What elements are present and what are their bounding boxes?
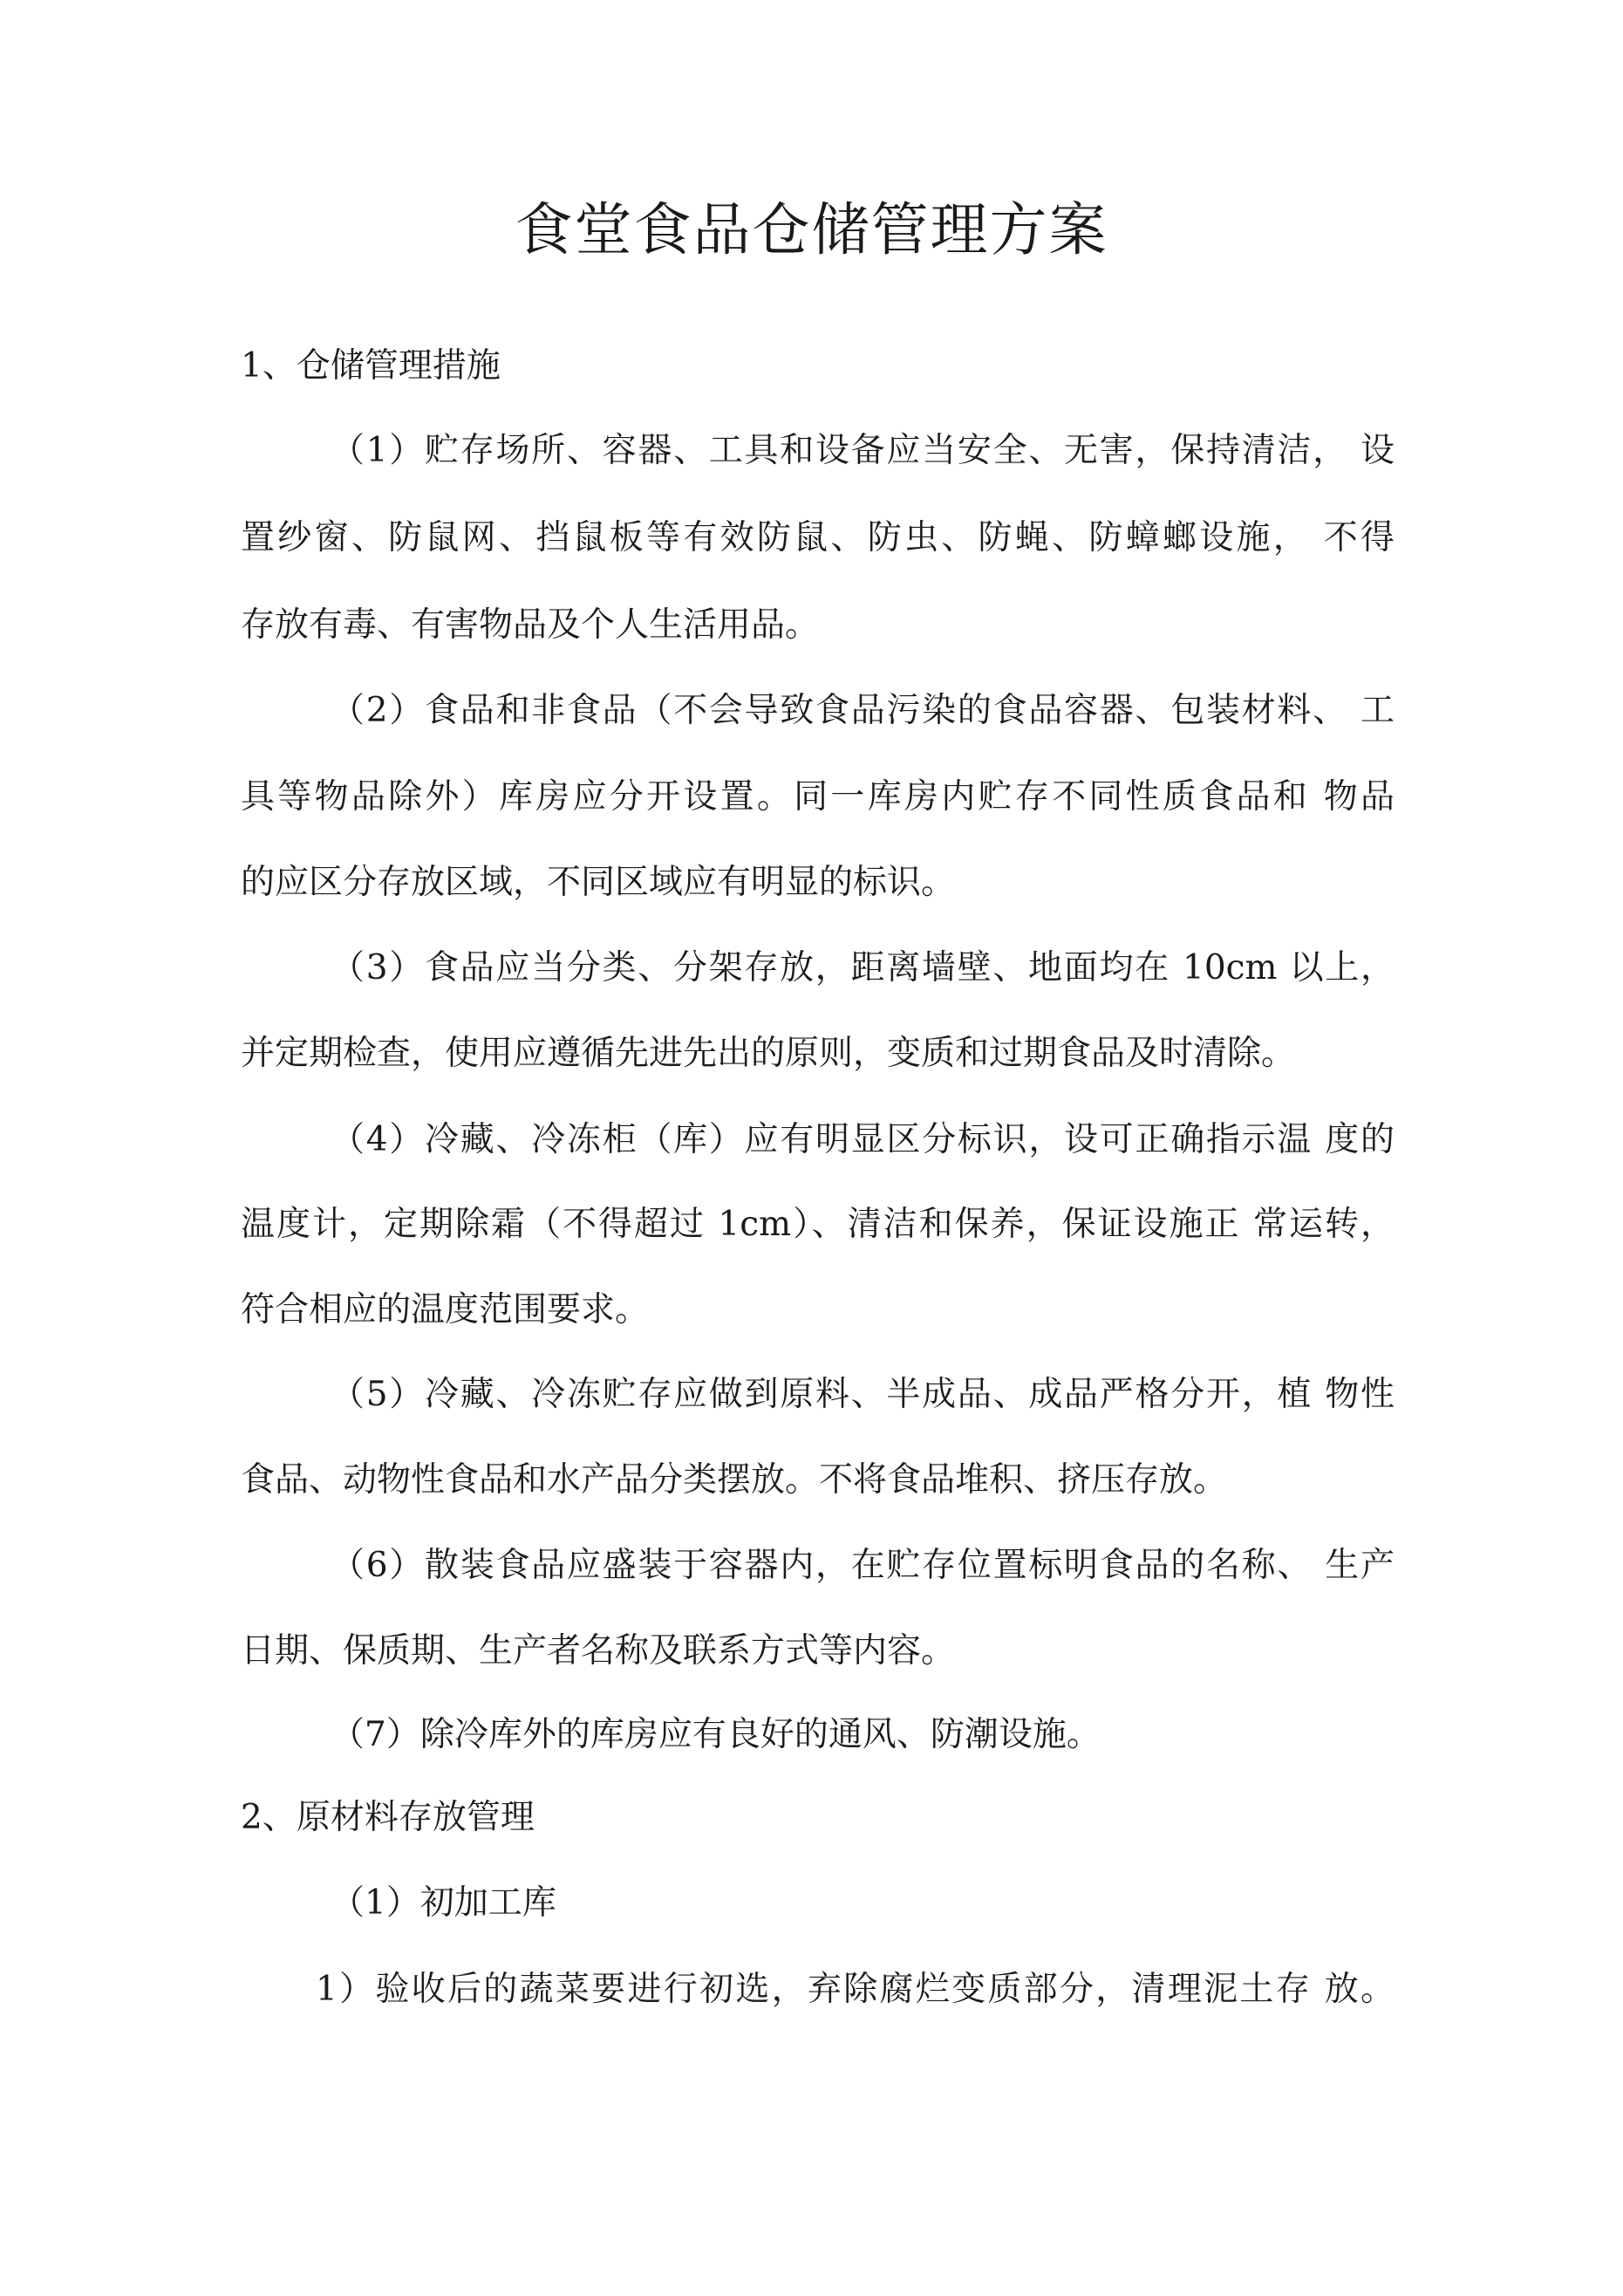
subsection-1-heading: （1）初加工库	[331, 1883, 556, 1923]
item-1-line-3: 存放有毒、有害物品及个人生活用品。	[241, 605, 820, 645]
item-6-line-2: 日期、保质期、生产者名称及联系方式等内容。	[241, 1631, 956, 1671]
item-6-line-1: （6）散装食品应盛装于容器内，在贮存位置标明食品的名称、 生产	[331, 1546, 1395, 1585]
item-7-line-1: （7）除冷库外的库房应有良好的通风、防潮设施。	[331, 1715, 1101, 1754]
subsection-1-point-1: 1）验收后的蔬菜要进行初选，弃除腐烂变质部分，清理泥土存 放。	[316, 1970, 1395, 2009]
item-4-line-3: 符合相应的温度范围要求。	[241, 1290, 650, 1329]
item-1-line-1: （1）贮存场所、容器、工具和设备应当安全、无害，保持清洁， 设	[331, 431, 1395, 470]
item-2-line-2: 具等物品除外）库房应分开设置。同一库房内贮存不同性质食品和 物品	[241, 777, 1395, 817]
item-2-line-1: （2）食品和非食品（不会导致食品污染的食品容器、包装材料、 工	[331, 691, 1395, 730]
item-5-line-1: （5）冷藏、冷冻贮存应做到原料、半成品、成品严格分开，植 物性	[331, 1375, 1395, 1414]
item-4-line-1: （4）冷藏、冷冻柜（库）应有明显区分标识，设可正确指示温 度的	[331, 1120, 1395, 1159]
item-2-line-3: 的应区分存放区域，不同区域应有明显的标识。	[241, 863, 956, 902]
item-4-line-2: 温度计，定期除霜（不得超过 1cm）、清洁和保养，保证设施正 常运转，	[241, 1205, 1395, 1244]
item-3-line-1: （3）食品应当分类、分架存放，距离墙壁、地面均在 10cm 以上，	[331, 948, 1395, 987]
section-2-heading: 2、原材料存放管理	[241, 1798, 535, 1837]
section-1-heading: 1、仓储管理措施	[241, 346, 501, 386]
item-5-line-2: 食品、动物性食品和水产品分类摆放。不将食品堆积、挤压存放。	[241, 1460, 1228, 1500]
item-1-line-2: 置纱窗、防鼠网、挡鼠板等有效防鼠、防虫、防蝇、防蟑螂设施， 不得	[241, 518, 1395, 557]
document-title: 食堂食品仓储管理方案	[515, 196, 1108, 263]
item-3-line-2: 并定期检查，使用应遵循先进先出的原则，变质和过期食品及时清除。	[241, 1034, 1296, 1073]
